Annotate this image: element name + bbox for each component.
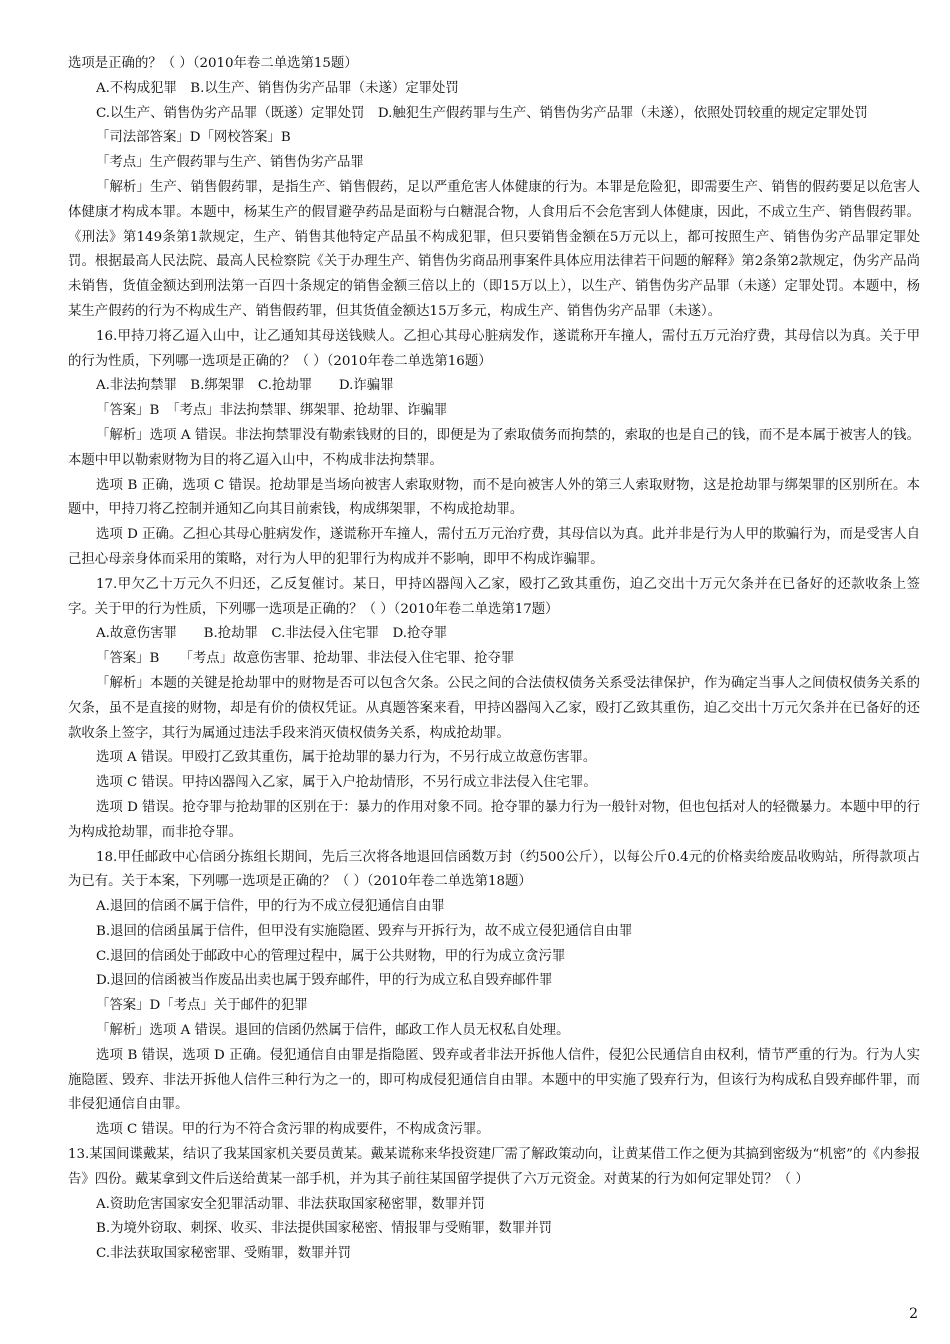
text-line: 选项 C 错误。甲持凶器闯入乙家，属于入户抢劫情形，不另行成立非法侵入住宅罪。 — [96, 775, 597, 791]
text-line: 17.甲欠乙十万元久不归还，乙反复催讨。某日，甲持凶器闯入乙家，殴打乙致其重伤，迫乙交出十万元欠条并在已备好的还款收条上签字。关于甲的行为性质，下列哪一选项是正确的？（ ）（2010年卷二单选第17题） — [68, 576, 920, 617]
page-number: 2 — [909, 1306, 918, 1322]
text-line: 选项 A 错误。甲殴打乙致其重伤，属于抢劫罪的暴力行为，不另行成立故意伤害罪。 — [96, 750, 597, 766]
text-line: C.非法获取国家秘密罪、受贿罪，数罪并罚 — [96, 1246, 352, 1262]
text-line: 「解析」选项 A 错误。退回的信函仍然属于信件，邮政工作人员无权私自处理。 — [96, 1023, 570, 1039]
text-line: 16.甲持刀将乙逼入山中，让乙通知其母送钱赎人。乙担心其母心脏病发作，遂谎称开车撞人，需付五万元治疗费，其母信以为真。关于甲的行为性质，下列哪一选项是正确的？（ ）（2010年卷二单选第16题） — [68, 328, 920, 369]
text-line: 选项是正确的？（ ）（2010年卷二单选第15题） — [68, 56, 358, 71]
text-line: B.为境外窃取、刺探、收买、非法提供国家秘密、情报罪与受贿罪，数罪并罚 — [96, 1221, 552, 1237]
document-body — [68, 52, 920, 1267]
text-line: A.不构成犯罪 B.以生产、销售伪劣产品罪（未遂）定罪处罚 — [96, 80, 459, 96]
text-line: 「答案」B 「考点」非法拘禁罪、绑架罪、抢劫罪、诈骗罪 — [96, 403, 448, 419]
text-line: 「解析」本题的关键是抢劫罪中的财物是否可以包含欠条。公民之间的合法债权债务关系受法律保护，作为确定当事人之间债权债务关系的欠条，虽不是直接的财物，却是有价的债权凭证。从真题答案来看，甲持凶器闯入乙家，殴打乙致其重伤，迫乙交出十万元欠条并在已备好的还款收条上签字，其行为属通过违法手段来消灭债权债务关系，构成抢劫罪。 — [68, 675, 920, 741]
text-line: 选项 D 正确。乙担心其母心脏病发作，遂谎称开车撞人，需付五万元治疗费，其母信以为真。此并非是行为人甲的欺骗行为，而是受害人自己担心母亲身体而采用的策略，对行为人甲的犯罪行为构成并不影响，即甲不构成诈骗罪。 — [68, 527, 920, 567]
text-line: A.非法拘禁罪 B.绑架罪 C.抢劫罪 D.诈骗罪 — [96, 378, 394, 394]
text-line: A.资助危害国家安全犯罪活动罪、非法获取国家秘密罪，数罪并罚 — [96, 1196, 485, 1212]
text-line: 「答案」D「考点」关于邮件的犯罪 — [96, 998, 308, 1014]
text-line: 选项 B 正确，选项 C 错误。抢劫罪是当场向被害人索取财物，而不是向被害人外的第三人索取财物，这是抢劫罪与绑架罪的区别所在。本题中，甲持刀将乙控制并通知乙向其目前索钱，构成绑架罪，不构成抢劫罪。 — [68, 477, 920, 518]
text-line: 18.甲任邮政中心信函分拣组长期间，先后三次将各地退回信函数万封（约500公斤），以每公斤0.4元的价格卖给废品收购站，所得款项占为已有。关于本案，下列哪一选项是正确的？（ ）（2010年卷二单选第18题） — [68, 849, 920, 890]
text-line: B.退回的信函虽属于信件，但甲没有实施隐匿、毁弃与开拆行为，故不成立侵犯通信自由罪 — [96, 923, 633, 939]
text-line: C.以生产、销售伪劣产品罪（既遂）定罪处罚 D.触犯生产假药罪与生产、销售伪劣产品罪（未遂），依照处罚较重的规定定罪处罚 — [96, 105, 868, 121]
text-line: 选项 D 错误。抢夺罪与抢劫罪的区别在于：暴力的作用对象不同。抢夺罪的暴力行为一般针对物，但也包括对人的轻微暴力。本题中甲的行为构成抢劫罪，而非抢夺罪。 — [68, 799, 920, 840]
text-line: 选项 B 错误，选项 D 正确。侵犯通信自由罪是指隐匿、毁弃或者非法开拆他人信件，侵犯公民通信自由权利，情节严重的行为。行为人实施隐匿、毁弃、非法开拆他人信件三种行为之一的，即可构成侵犯通信自由罪。本题中的甲实施了毁弃行为，但该行为构成私自毁弃邮件罪，而非侵犯通信自由罪。 — [68, 1047, 920, 1113]
text-line: C.退回的信函处于邮政中心的管理过程中，属于公共财物，甲的行为成立贪污罪 — [96, 948, 566, 964]
text-line: 「司法部答案」D「网校答案」B — [96, 130, 291, 146]
text-line: 选项 C 错误。甲的行为不符合贪污罪的构成要件，不构成贪污罪。 — [96, 1122, 490, 1138]
text-line: 「解析」选项 A 错误。非法拘禁罪没有勒索钱财的目的，即便是为了索取债务而拘禁的，索取的也是自己的钱，而不是本属于被害人的钱。本题中甲以勒索财物为目的将乙逼入山中，不构成非法拘禁罪。 — [68, 427, 920, 468]
text-line: 「解析」生产、销售假药罪，是指生产、销售假药，足以严重危害人体健康的行为。本罪是危险犯，即需要生产、销售的假药要足以危害人体健康才构成本罪。本题中，杨某生产的假冒避孕药品是面粉与白糖混合物，人食用后不会危害到人体健康，因此，不成立生产、销售假药罪。《刑法》第149条第1款规定，生产、销售其他特定产品虽不构成犯罪，但只要销售金额在5万元以上，都可按照生产、销售伪劣产品罪定罪处罚。根据最高人民法院、最高人民检察院《关于办理生产、销售伪劣商品刑事案件具体应用法律若干问题的解释》第2条第2款规定，伪劣产品尚未销售，货值金额达到刑法第一百四十条规定的销售金额三倍以上的（即15万以上），以生产、销售伪劣产品罪（未遂）定罪处罚。本题中，杨某生产假药的行为不构成生产、销售假药罪，但其货值金额达15万多元，构成生产、销售伪劣产品罪（未遂）。 — [68, 179, 920, 319]
text-line: 「答案」B 「考点」故意伤害罪、抢劫罪、非法侵入住宅罪、抢夺罪 — [96, 651, 515, 667]
text-line: A.故意伤害罪 B.抢劫罪 C.非法侵入住宅罪 D.抢夺罪 — [96, 626, 448, 642]
text-line: D.退回的信函被当作废品出卖也属于毁弃邮件，甲的行为成立私自毁弃邮件罪 — [96, 973, 553, 989]
text-line: 13.某国间谍戴某，结识了我某国家机关要员黄某。戴某谎称来华投资建厂需了解政策动向，让黄某借工作之便为其搞到密级为“机密”的《内参报告》四份。戴某拿到文件后送给黄某一部手机，并为其子前往某国留学提供了六万元资金。对黄某的行为如何定罪处罚？（ ） — [68, 1147, 920, 1187]
text-line: 「考点」生产假药罪与生产、销售伪劣产品罪 — [96, 155, 364, 171]
text-line: A.退回的信函不属于信件，甲的行为不成立侵犯通信自由罪 — [96, 899, 445, 915]
